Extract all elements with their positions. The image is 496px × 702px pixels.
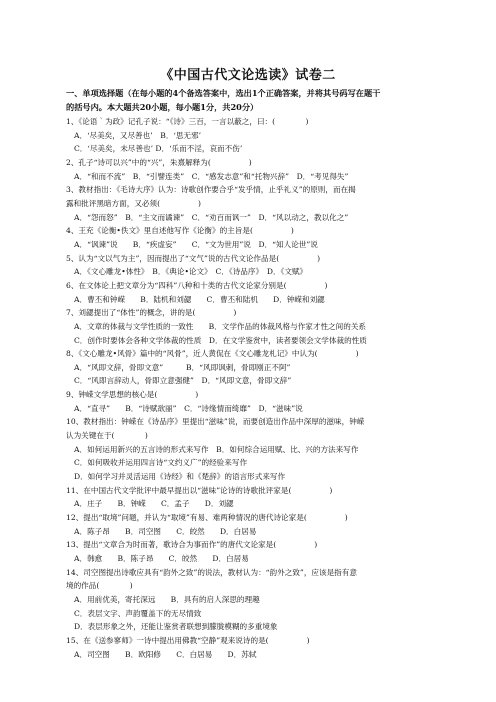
option-line: C．表层文字、声韵覆盖下的无尽情致 — [74, 608, 202, 618]
question-15: 15、在《送参寥师》一诗中提出用佛教“空静”观来说诗的是( ) — [66, 635, 310, 645]
option-line: D．如何学习并灵活运用《诗经》和《楚辞》的语言形式来写作 — [74, 472, 286, 482]
option-line: A．如何运用新兴的五言诗的形式来写作 B．如何综合运用赋、比、兴的方法来写作 — [74, 444, 359, 454]
exam-title: 《中国古代文论选读》试卷二 — [160, 68, 336, 83]
question-continuation: 露和批评黑暗方面，又必须( ) — [66, 198, 202, 208]
question-7: 7、刘勰提出了“体性”的概念，讲的是( ) — [66, 308, 237, 318]
question-4: 4、王充《论衡•佚文》里自述他写作《论衡》的主旨是( ) — [66, 226, 294, 236]
question-10: 10、教材指出：钟嵘在《诗品序》里提出“滋味”说，而要创造出作品中深厚的滋味，钟嵘 — [66, 417, 365, 427]
option-line: A．“直寻” B．“诗赋欲丽” C．“诗缘情而绮靡” D．“滋味”说 — [74, 403, 303, 413]
option-line: A．陈子昂 B．司空图 C．皎然 D．白居易 — [74, 526, 257, 536]
question-continuation: 认为关键在于( ) — [66, 431, 148, 441]
option-line: D．表层形象之外，还能让鉴赏者联想到朦胧模糊的多重境象 — [74, 622, 278, 632]
question-9: 9、钟嵘文学思想的核心是( ) — [66, 390, 199, 400]
option-line: A．“怨而怒” B．“主文而谲谏” C．“劝百而讽一” D．“风以动之，教以化之” — [74, 212, 349, 222]
option-line: A．‘尽美矣，又尽善也’ B．‘思无邪’ — [74, 130, 202, 140]
option-line: A．庄子 B．钟嵘 C．孟子 D．刘勰 — [74, 499, 234, 509]
option-line: C．创作时要体会各种文学体裁的性质 D．在文学鉴赏中，读者要领会文学体裁的性质 — [74, 335, 367, 345]
option-line: C．‘尽美矣，未尽善也’ D．‘乐而不淫，哀而不伤’ — [74, 144, 243, 154]
question-8: 8、《文心雕龙•风骨》篇中的“风骨”，近人黄侃在《文心雕龙札记》中认为( ) — [66, 349, 359, 359]
option-line: C．如何吸收并运用四言诗“文约义广”的经验来写作 — [74, 458, 248, 468]
option-line: A．曹丕和钟嵘 B．陆机和刘勰 C．曹丕和陆机 D．钟嵘和刘勰 — [74, 294, 325, 304]
option-line: A．《文心雕龙•体性》 B．《典论•论文》 C．《诗品序》 D．《文赋》 — [74, 267, 308, 277]
option-line: A．用前优美，寄托深远 B．具有的启人深思的理趣 — [74, 594, 260, 604]
question-11: 11、在中国古代文学批评中最早提出以“滋味”论诗的诗歌批评家是( ) — [66, 485, 333, 495]
option-line: A．“讽谏”说 B．“疾虚妄” C．“文为世用”说 D．“知人论世”说 — [74, 239, 318, 249]
option-line: C．“风即言辞动人，骨即立意强健” D．“风即文意，骨即文辞” — [74, 376, 292, 386]
question-2: 2、孔子“诗可以兴”中的“兴”，朱熹解释为( ) — [66, 157, 252, 167]
question-6: 6、在文体论上把文章分为“四科”八种和十类的古代文论家分别是( ) — [66, 280, 328, 290]
question-12: 12、提出“取境”问题，并认为“取境”有易、难两种情况的唐代诗论家是( ) — [66, 513, 348, 523]
question-5: 5、认为“文以气为主”，因而提出了“文气”说的古代文论作品是( ) — [66, 253, 321, 263]
option-line: A．“和而不流” B．“引譬连类” C．“感发志意”和“托物兴辞” D．“考见得失” — [74, 171, 349, 181]
option-line: A．文章的体裁与文学性质的一致性 B．文学作品的体裁风格与作家才性之间的关系 — [74, 321, 367, 331]
section-heading-line: 一、单项选择题（在每小题的4个备选答案中，选出1个正确答案，并将其号码写在题干 — [66, 88, 381, 98]
question-14: 14、司空图提出诗歌应具有“韵外之致”的说法，教材认为：“韵外之致”，应该是指有意 — [66, 567, 357, 577]
question-list — [66, 115, 438, 661]
question-continuation: 境的作品( ) — [66, 581, 133, 591]
section-heading-line: 的括号内。本大题共20小题，每小题1分，共20分） — [66, 102, 259, 112]
question-13: 13、提出“文章合为时而著，歌诗合为事而作”的唐代文论家是( ) — [66, 540, 318, 550]
option-line: A．“风即文辞，骨即文意” B．“风即讽刺，骨即刚正不阿” — [74, 362, 291, 372]
question-1: 1、《论语｀为政》记孔子说：“《诗》三百，一言以蔽之，曰：( ) — [66, 117, 309, 126]
section-heading — [66, 86, 436, 114]
question-3: 3、教材指出：《毛诗大序》认为：诗歌创作要合乎“发乎情，止乎礼义”的原则，而在揭 — [66, 185, 356, 195]
option-line: A．司空图 B．欧阳修 C．白居易 D．苏轼 — [74, 649, 257, 659]
option-line: A．韩愈 B．陈子昂 C．皎然 D．白居易 — [74, 554, 249, 563]
